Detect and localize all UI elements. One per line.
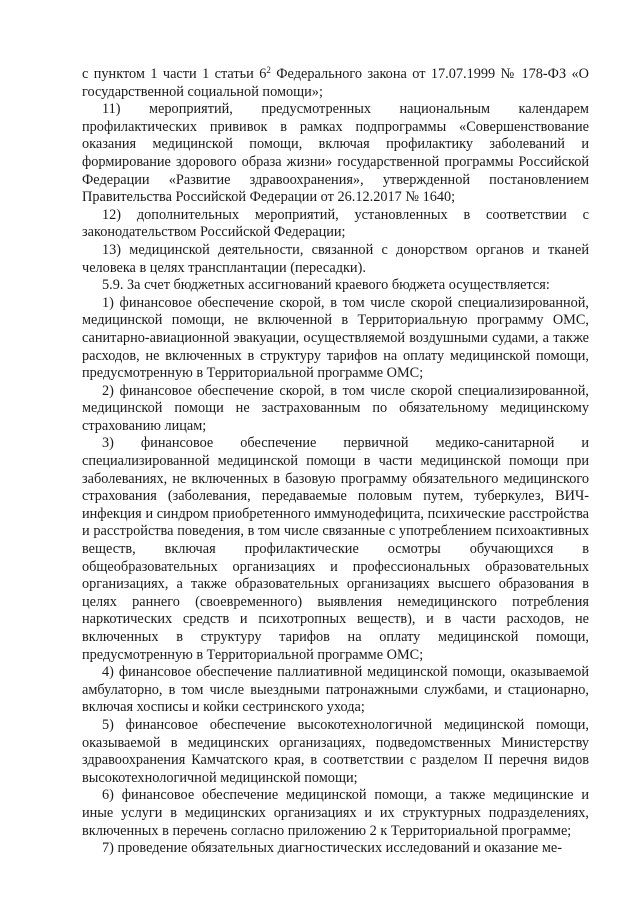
paragraph-item-13: 13) медицинской деятельности, связанной с донорством органов и тканей человека в целях трансплантации (пересадки). xyxy=(82,241,589,276)
paragraph-item-5: 5) финансовое обеспечение высокотехнологичной медицинской помощи, оказываемой в медицинских организациях, подведомственных Министерству здравоохранения Камчатского края, в соответствии с разделом II перечня видов высокотехнологичной медицинской помощи; xyxy=(82,716,589,786)
paragraph-item-2: 2) финансовое обеспечение скорой, в том числе скорой специализированной, медицинской помощи не застрахованным по обязательному медицинскому страхованию лицам; xyxy=(82,382,589,434)
paragraph-item-6: 6) финансовое обеспечение медицинской помощи, а также медицинские и иные услуги в медицинских организациях и их структурных подразделениях, включенных в перечень согласно приложению 2 к Территориальной программе; xyxy=(82,787,589,839)
superscript: 2 xyxy=(266,65,271,75)
paragraph-item-3: 3) финансовое обеспечение первичной медико-санитарной и специализированной медицинской помощи в части медицинской помощи при заболеваниях, не включенных в базовую программу обязательного медицинского страхования (заболевания, передаваемые половым путем, туберкулез, ВИЧ-инфекция и синдром приобретенного иммунодефицита, психические расстройства и расстройства поведения, в том числе связанные с употреблением психоактивных веществ, включая профилактические осмотры обучающихся в общеобразовательных организациях и профессиональных образовательных организациях, а также образовательных организациях высшего образования в целях раннего (своевременного) выявления немедицинского потребления наркотических средств и психотропных веществ), и в части расходов, не включенных в структуру тарифов на оплату медицинской помощи, предусмотренную в Территориальной программе ОМС; xyxy=(82,435,589,663)
document-body xyxy=(82,66,589,858)
paragraph-item-1: 1) финансовое обеспечение скорой, в том числе скорой специализированной, медицинской помощи, не включенной в Территориальную программу ОМС, санитарно-авиационной эвакуации, осуществляемой воздушными судами, а также расходов, не включенных в структуру тарифов на оплату медицинской помощи, предусмотренную в Территориальной программе ОМС; xyxy=(82,294,589,382)
paragraph-continuation xyxy=(82,66,589,101)
paragraph-item-7: 7) проведение обязательных диагностических исследований и оказание ме- xyxy=(102,840,562,857)
paragraph-text: Федерального закона от 17.07.1999 № 178-ФЗ «О государственной социальной помощи»; xyxy=(82,66,589,100)
paragraph-item-11: 11) мероприятий, предусмотренных национальным календарем профилактических прививок в рамках подпрограммы «Совершенствование оказания медицинской помощи, включая профилактику заболеваний и формирование здорового образа жизни» государственной программы Российской Федерации «Развитие здравоохранения», утвержденной постановлением Правительства Российской Федерации от 26.12.2017 № 1640; xyxy=(82,101,589,206)
section-5-9-heading: 5.9. За счет бюджетных ассигнований краевого бюджета осуществляется: xyxy=(102,277,550,294)
paragraph-item-12: 12) дополнительных мероприятий, установленных в соответствии с законодательством Российской Федерации; xyxy=(82,206,589,241)
paragraph-item-4: 4) финансовое обеспечение паллиативной медицинской помощи, оказываемой амбулаторно, в том числе выездными патронажными службами, и стационарно, включая хосписы и койки сестринского ухода; xyxy=(82,664,589,716)
paragraph-text: с пунктом 1 части 1 статьи 6 xyxy=(82,66,267,82)
